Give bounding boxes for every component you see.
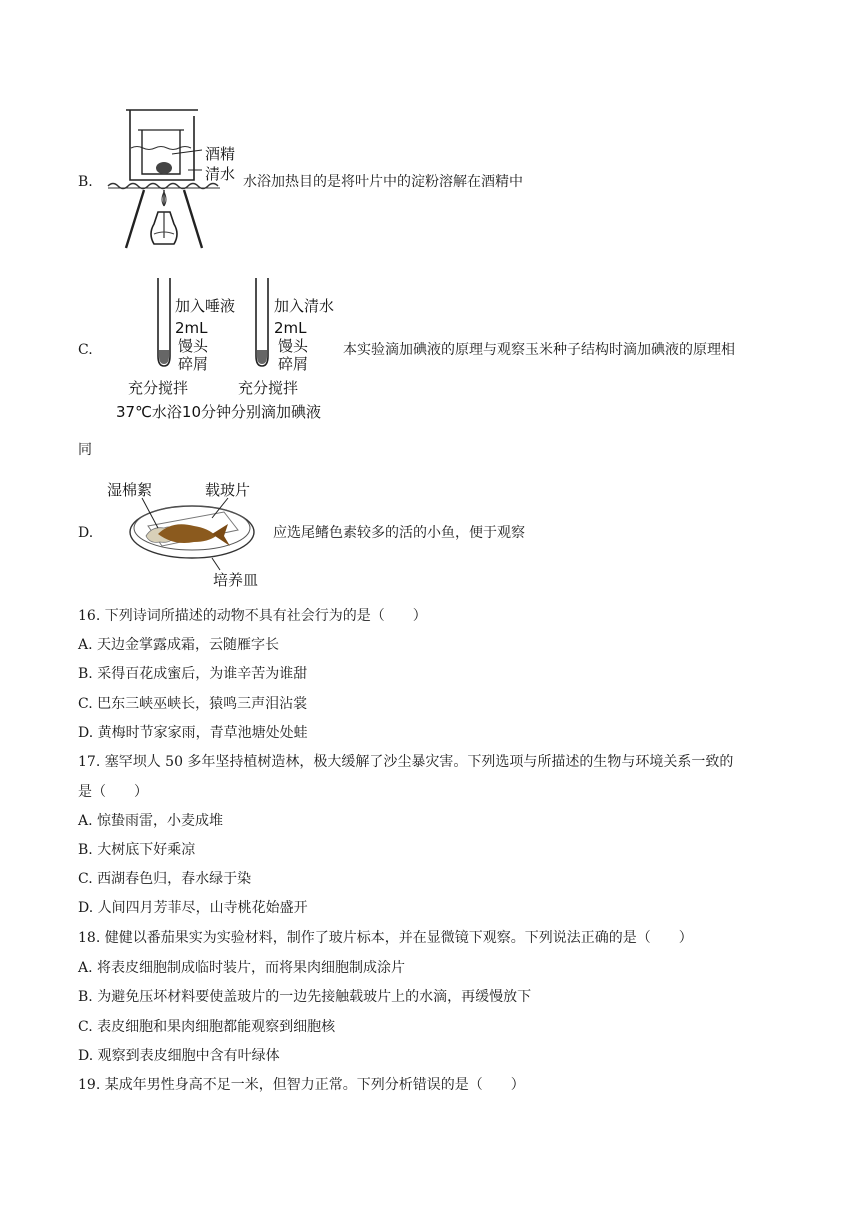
option-d-text: 应选尾鳍色素较多的活的小鱼，便于观察 [273,525,525,541]
q18-option-c: C. 表皮细胞和果肉细胞都能观察到细胞核 [78,1019,336,1035]
q17-stem-line1: 17. 塞罕坝人 50 多年坚持植树造林，极大缓解了沙尘暴灾害。下列选项与所描述的生物与环境关系一致的 [78,754,734,770]
q17-option-b: B. 大树底下好乘凉 [78,842,196,858]
label-glass-slide: 载玻片 [205,481,251,499]
label-petri-dish: 培养皿 [213,571,259,589]
q18-option-a: A. 将表皮细胞制成临时装片，而将果肉细胞制成涂片 [78,960,406,976]
q16-option-c: C. 巴东三峡巫峡长，猿鸣三声泪沾裳 [78,696,308,712]
q18-option-b: B. 为避免压坏材料要使盖玻片的一边先接触载玻片上的水滴，再缓慢放下 [78,989,532,1005]
tube2-bread-label-2: 碎屑 [278,355,309,373]
option-b-letter: B. [78,174,93,190]
tube2-bread-label-1: 馒头 [278,337,309,355]
tubes-caption: 37℃水浴10分钟分别滴加碘液 [116,403,322,421]
label-water: 清水 [205,165,236,183]
q17-option-c: C. 西湖春色归，春水绿于染 [78,871,252,887]
label-wet-cotton: 湿棉絮 [107,481,153,499]
option-d-letter: D. [78,525,94,541]
tube1-add-label: 加入唾液 [175,297,236,315]
tube1-bread-label-2: 碎屑 [178,355,209,373]
option-b-text: 水浴加热目的是将叶片中的淀粉溶解在酒精中 [243,174,523,190]
q16-stem: 16. 下列诗词所描述的动物不具有社会行为的是（ ） [78,608,427,624]
q16-option-b: B. 采得百花成蜜后，为谁辛苦为谁甜 [78,666,308,682]
q17-stem-line2: 是（ ） [78,784,148,800]
q16-option-a: A. 天边金掌露成霜，云随雁字长 [78,637,280,653]
tube1-stir-label: 充分搅拌 [128,379,189,397]
tube2-add-label: 加入清水 [274,297,335,315]
tube2-stir-label: 充分搅拌 [238,379,299,397]
label-alcohol: 酒精 [205,145,236,163]
option-c-letter: C. [78,342,93,358]
q18-option-d: D. 观察到表皮细胞中含有叶绿体 [78,1048,280,1064]
option-c-text-continued: 同 [78,442,92,458]
q17-option-a: A. 惊蛰雨雷，小麦成堆 [78,813,224,829]
q19-stem: 19. 某成年男性身高不足一米，但智力正常。下列分析错误的是（ ） [78,1077,525,1093]
test-tubes-figure [150,276,280,372]
tube2-amount-label: 2mL [274,319,307,337]
q18-stem: 18. 健健以番茄果实为实验材料，制作了玻片标本，并在显微镜下观察。下列说法正确的是（ ） [78,930,693,946]
q16-option-d: D. 黄梅时节家家雨，青草池塘处处蛙 [78,725,308,741]
tube1-amount-label: 2mL [175,319,208,337]
tube1-bread-label-1: 馒头 [178,337,209,355]
option-c-text: 本实验滴加碘液的原理与观察玉米种子结构时滴加碘液的原理相 [343,342,735,358]
q17-option-d: D. 人间四月芳菲尽，山寺桃花始盛开 [78,900,308,916]
